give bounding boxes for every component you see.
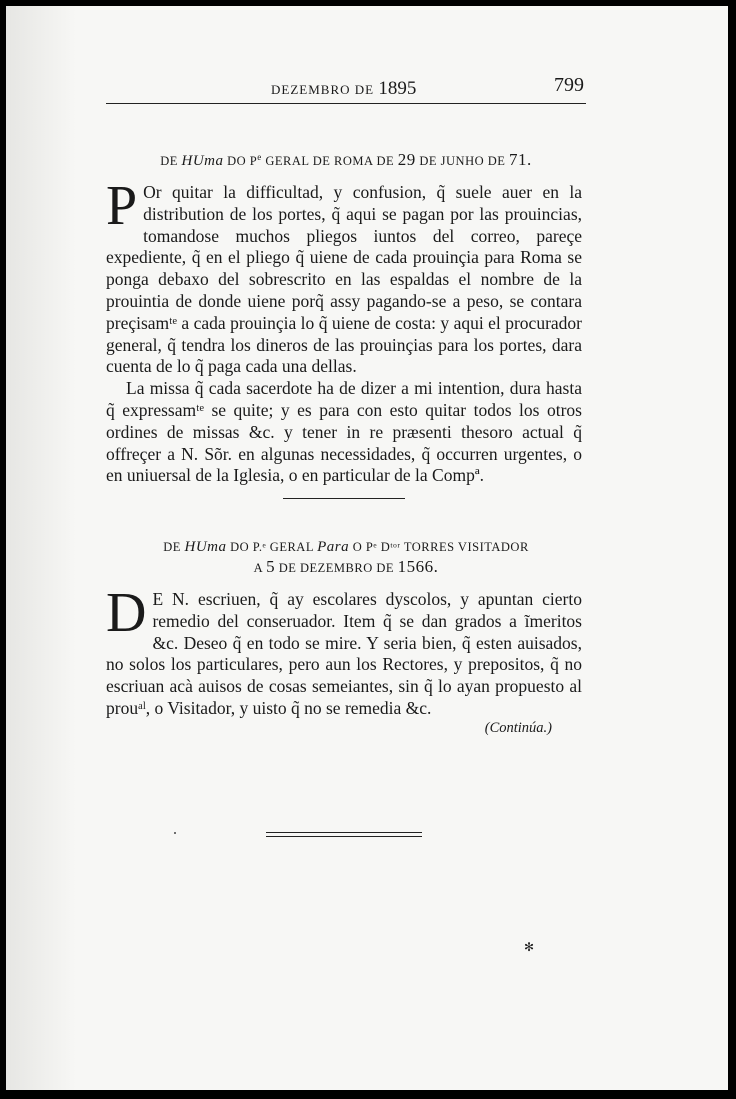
- letter2-heading-day: 5: [266, 557, 276, 576]
- running-title-text: DEZEMBRO DE: [271, 82, 375, 97]
- letter1-paragraph-1-text: Or quitar la difficultad, y confusion, q̃ suele auer en la distribution de los portes, q̃ aqui se pagan por las prouincias, tomandose muchos pliegos iuntos del correo, pareçe expediente, q̃ en el pliego q̃ uiene de cada prouinçia para Roma se ponga debaxo del sobrescrito en las espaldas el nombre de la prouintia de donde uiene porq̃ assy pagando-se a peso, se contara preçisamᵗᵉ a cada prouinçia lo q̃ uiene de costa: y aqui el procurador general, q̃ tendra los dineros de las prouinçias para los portes, dara cuenta de lo q̃ paga cada una dellas.: [106, 182, 582, 377]
- letter2-heading-mid: DO P.ᵉ GERAL: [226, 540, 318, 554]
- letter2-heading-year: 1566.: [397, 557, 439, 576]
- letter2-heading-pre: DE: [163, 540, 185, 554]
- letter1-dropcap: P: [106, 175, 138, 237]
- book-page: [6, 6, 728, 1090]
- letter2-heading: [106, 537, 586, 578]
- letter1-paragraph-2: La missa q̃ cada sacerdote ha de dizer a mi intention, dura hasta q̃ expressamᵗᵉ se quite; y es para con esto quitar todos los otros ordines de missas &c. y tener in re præsenti thesoro actual q̃ offreçer a N. Sõr. en algunas necessidades, q̃ occurren urgentes, o en uniuersal de la Iglesia, o en particular de la Compª.: [106, 378, 582, 486]
- header-rule: [106, 103, 586, 104]
- letter1-heading-day: 29: [397, 150, 416, 170]
- stray-dot: [174, 832, 176, 834]
- letter1-heading-sup: e: [257, 152, 262, 162]
- letter2-body: [106, 582, 582, 720]
- end-rule-bottom: [266, 836, 422, 837]
- running-title: [271, 78, 416, 100]
- end-rule-top: [266, 832, 422, 833]
- page-number: 799: [554, 74, 584, 96]
- letter2-heading-post: O Pᵉ Dᵗᵒʳ TORRES VISITADOR: [349, 540, 529, 554]
- section-divider: [283, 498, 405, 499]
- letter2-paragraph-1: [106, 582, 582, 720]
- running-title-year: 1895: [378, 78, 417, 99]
- printer-mark-icon: ✻: [524, 940, 535, 954]
- letter2-dropcap: D: [106, 582, 147, 644]
- letter1-heading-post: DO P: [223, 154, 258, 169]
- letter2-paragraph-1-text: E N. escriuen, q̃ ay escolares dyscolos, y apuntan cierto remedio del conseruador. Item q̃ se dan grados a ĩmeritos &c. Deseo q̃ en todo se mire. Y seria bien, q̃ esten auisados, no solos los particulares, pero aun los Rectores, y prepositos, q̃ no escriuan acà auisos de cosas semeiantes, sin q̃ lo ayan propuesto al prouᵃˡ, o Visitador, y uisto q̃ no se remedia &c.: [106, 589, 582, 718]
- letter1-heading-month: DE JUNHO DE: [415, 154, 510, 169]
- running-header: [106, 74, 584, 98]
- letter1-paragraph-1: [106, 175, 582, 378]
- letter2-heading-huma: HUma: [184, 539, 227, 555]
- letter1-heading: [106, 147, 586, 171]
- letter2-heading-line2-pre: A: [253, 561, 267, 575]
- continua-note: (Continúa.): [484, 720, 552, 736]
- letter1-heading-huma: HUma: [181, 153, 224, 170]
- letter1-heading-pre: DE: [160, 154, 182, 169]
- letter1-heading-year: 71.: [509, 150, 532, 170]
- letter2-heading-line2-mid: DE DEZEMBRO DE: [275, 561, 398, 575]
- page-edge-shading: [6, 6, 76, 1090]
- letter2-heading-line2: [106, 557, 586, 578]
- letter2-heading-para: Para: [317, 539, 350, 555]
- letter1-body: [106, 175, 582, 487]
- letter2-heading-line1: [106, 537, 586, 557]
- letter1-heading-mid: GERAL DE ROMA DE: [261, 154, 398, 169]
